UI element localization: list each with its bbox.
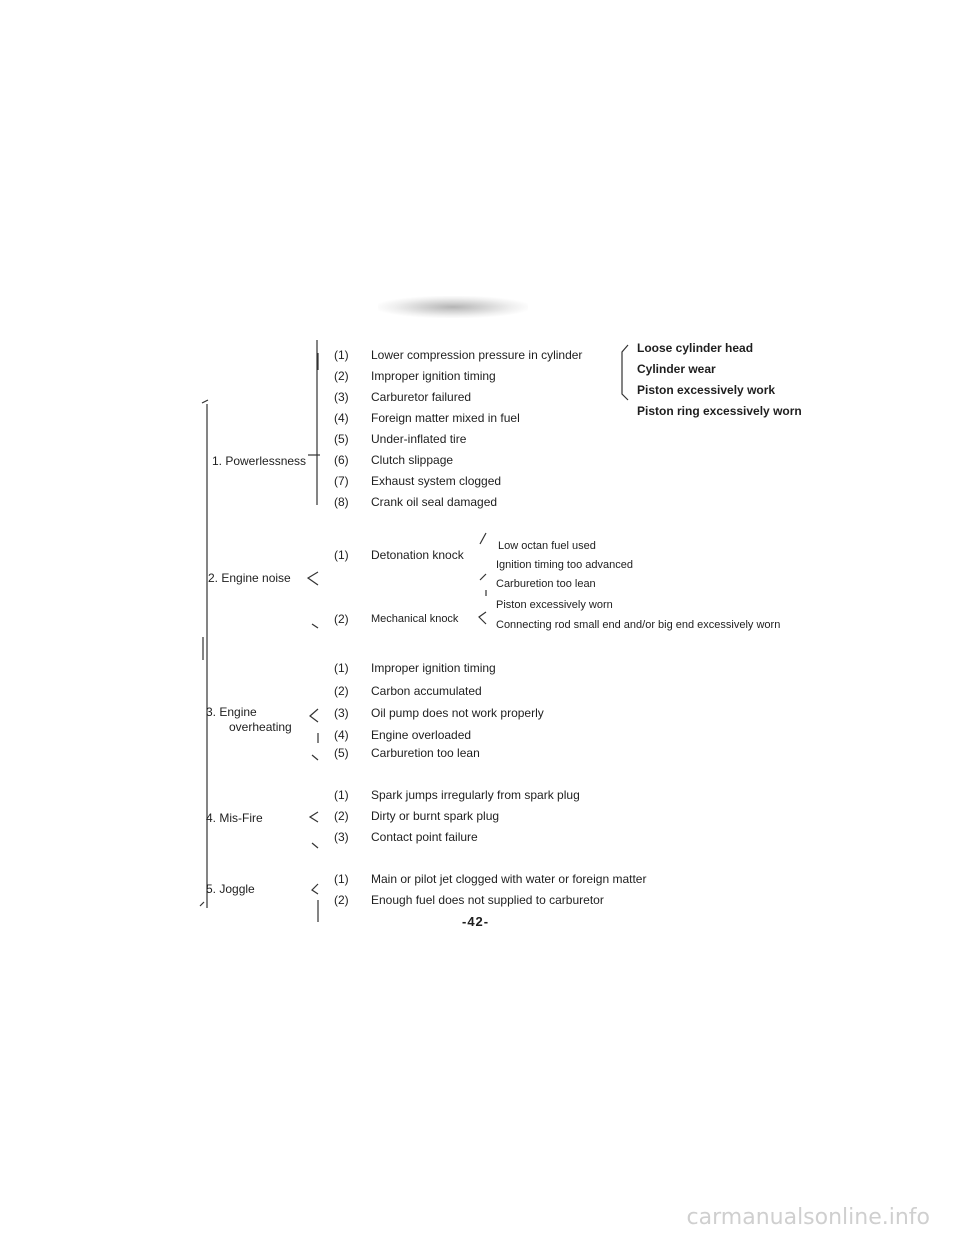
cause-text: Foreign matter mixed in fuel — [371, 411, 520, 425]
cause-num: (2) — [334, 612, 349, 626]
cause-num: (2) — [334, 369, 349, 383]
cause-num: (2) — [334, 893, 349, 907]
section-3-title-cont: overheating — [229, 720, 292, 734]
cause-text: Enough fuel does not supplied to carburetor — [371, 893, 604, 907]
cause-text: Crank oil seal damaged — [371, 495, 498, 509]
cause-text: Contact point failure — [371, 830, 478, 844]
sub-cause: Low octan fuel used — [498, 540, 596, 552]
section-2-title: 2. Engine noise — [208, 571, 291, 585]
cause-num: (6) — [334, 453, 349, 467]
cause-num: (1) — [334, 548, 349, 562]
cause-num: (2) — [334, 809, 349, 823]
cause-text: Improper ignition timing — [371, 369, 496, 383]
sub-cause: Carburetion too lean — [496, 578, 596, 590]
cause-num: (2) — [334, 684, 349, 698]
cause-text: Mechanical knock — [371, 613, 459, 625]
cause-num: (1) — [334, 661, 349, 675]
cause-num: (3) — [334, 830, 349, 844]
cause-num: (1) — [334, 872, 349, 886]
sub-cause: Piston ring excessively worn — [637, 404, 802, 418]
cause-num: (3) — [334, 706, 349, 720]
section-5-title: 5. Joggle — [206, 882, 255, 896]
watermark: carmanualsonline.info — [686, 1205, 930, 1230]
sub-cause: Piston excessively worn — [496, 599, 613, 611]
cause-text: Improper ignition timing — [371, 661, 496, 675]
sub-cause: Piston excessively work — [637, 383, 776, 397]
cause-text: Spark jumps irregularly from spark plug — [371, 788, 580, 802]
section-4-title: 4. Mis-Fire — [206, 811, 263, 825]
cause-text: Carburetion too lean — [371, 746, 480, 760]
cause-num: (3) — [334, 390, 349, 404]
cause-text: Dirty or burnt spark plug — [371, 809, 500, 823]
section-3-title: 3. Engine — [206, 705, 257, 719]
cause-text: Under-inflated tire — [371, 432, 467, 446]
cause-num: (1) — [334, 348, 349, 362]
cause-text: Main or pilot jet clogged with water or foreign matter — [371, 872, 647, 886]
cause-text: Engine overloaded — [371, 728, 472, 742]
page-number: -42- — [462, 914, 490, 929]
cause-num: (4) — [334, 728, 349, 742]
cause-num: (5) — [334, 432, 349, 446]
cause-text: Exhaust system clogged — [371, 474, 502, 488]
cause-text: Clutch slippage — [371, 453, 454, 467]
cause-num: (1) — [334, 788, 349, 802]
section-1-title: 1. Powerlessness — [212, 454, 307, 468]
cause-num: (5) — [334, 746, 349, 760]
cause-num: (8) — [334, 495, 349, 509]
sub-cause: Connecting rod small end and/or big end excessively worn — [496, 619, 781, 631]
sub-cause: Ignition timing too advanced — [496, 559, 633, 571]
cause-text: Carbon accumulated — [371, 684, 482, 698]
cause-text: Carburetor failured — [371, 390, 472, 404]
sub-cause: Loose cylinder head — [637, 341, 754, 355]
sub-cause: Cylinder wear — [637, 362, 716, 376]
cause-text: Lower compression pressure in cylinder — [371, 348, 583, 362]
cause-text: Oil pump does not work properly — [371, 706, 544, 720]
cause-num: (4) — [334, 411, 349, 425]
cause-text: Detonation knock — [371, 548, 464, 562]
cause-num: (7) — [334, 474, 349, 488]
